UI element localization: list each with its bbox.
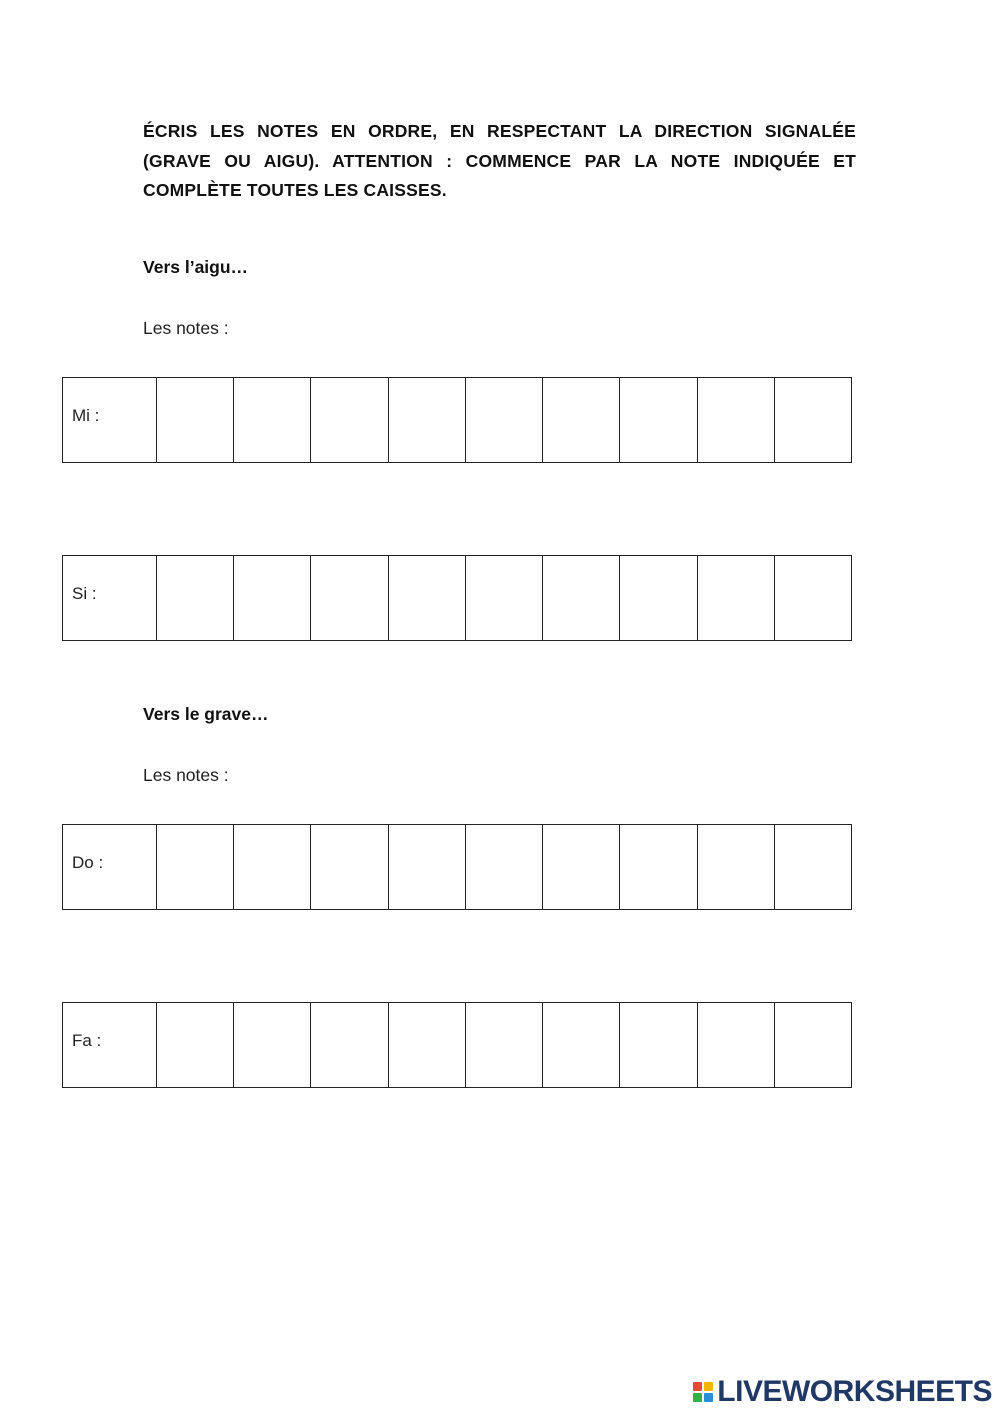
answer-box[interactable]: [543, 556, 620, 641]
answer-box[interactable]: [620, 556, 697, 641]
start-note-cell: [63, 378, 157, 463]
answer-box[interactable]: [465, 378, 542, 463]
answer-box[interactable]: [620, 1003, 697, 1088]
answer-box[interactable]: [543, 825, 620, 910]
answer-box[interactable]: [543, 1003, 620, 1088]
instructions-text: ÉCRIS LES NOTES EN ORDRE, EN RESPECTANT LA DIRECTION SIGNALÉE (GRAVE OU AIGU). ATTENTION : COMMENCE PAR LA NOTE INDIQUÉE ET COMPLÈTE TOUTES LES CAISSES.: [143, 121, 856, 200]
notes-label-grave: Les notes :: [143, 765, 229, 785]
note-row-si: [62, 555, 852, 641]
notes-label-aigu: Les notes :: [143, 318, 229, 338]
answer-box[interactable]: [697, 825, 774, 910]
answer-box[interactable]: [465, 1003, 542, 1088]
section-heading-grave: Vers le grave…: [143, 704, 269, 724]
logo-square-blue: [704, 1393, 713, 1402]
answer-box[interactable]: [157, 1003, 234, 1088]
answer-box[interactable]: [388, 825, 465, 910]
answer-box[interactable]: [388, 556, 465, 641]
answer-box[interactable]: [157, 378, 234, 463]
start-note-cell: [63, 556, 157, 641]
section-heading-aigu: Vers l’aigu…: [143, 257, 249, 277]
answer-box[interactable]: [465, 825, 542, 910]
brand-name: LIVEWORKSHEETS: [717, 1375, 992, 1408]
answer-box[interactable]: [234, 556, 311, 641]
note-row-fa: [62, 1002, 852, 1088]
answer-box[interactable]: [234, 825, 311, 910]
answer-box[interactable]: [620, 825, 697, 910]
start-note-label: Mi :: [72, 406, 100, 425]
answer-box[interactable]: [311, 825, 388, 910]
answer-box[interactable]: [774, 825, 851, 910]
answer-box[interactable]: [388, 1003, 465, 1088]
answer-box[interactable]: [620, 378, 697, 463]
answer-box[interactable]: [234, 1003, 311, 1088]
answer-box[interactable]: [234, 378, 311, 463]
answer-box[interactable]: [774, 1003, 851, 1088]
answer-box[interactable]: [697, 1003, 774, 1088]
answer-box[interactable]: [311, 1003, 388, 1088]
liveworksheets-brand: [693, 1375, 992, 1409]
answer-box[interactable]: [543, 378, 620, 463]
answer-box[interactable]: [697, 378, 774, 463]
note-row-do: [62, 824, 852, 910]
logo-square-green: [693, 1393, 702, 1402]
answer-box[interactable]: [157, 556, 234, 641]
start-note-cell: [63, 825, 157, 910]
answer-box[interactable]: [311, 378, 388, 463]
note-row-mi: [62, 377, 852, 463]
start-note-label: Do :: [72, 853, 104, 872]
start-note-label: Fa :: [72, 1031, 102, 1050]
logo-square-yellow: [704, 1382, 713, 1391]
answer-box[interactable]: [311, 556, 388, 641]
answer-box[interactable]: [774, 378, 851, 463]
liveworksheets-logo-icon: [693, 1382, 713, 1402]
answer-box[interactable]: [157, 825, 234, 910]
answer-box[interactable]: [697, 556, 774, 641]
answer-box[interactable]: [465, 556, 542, 641]
start-note-label: Si :: [72, 584, 97, 603]
logo-square-red: [693, 1382, 702, 1391]
start-note-cell: [63, 1003, 157, 1088]
answer-box[interactable]: [774, 556, 851, 641]
answer-box[interactable]: [388, 378, 465, 463]
